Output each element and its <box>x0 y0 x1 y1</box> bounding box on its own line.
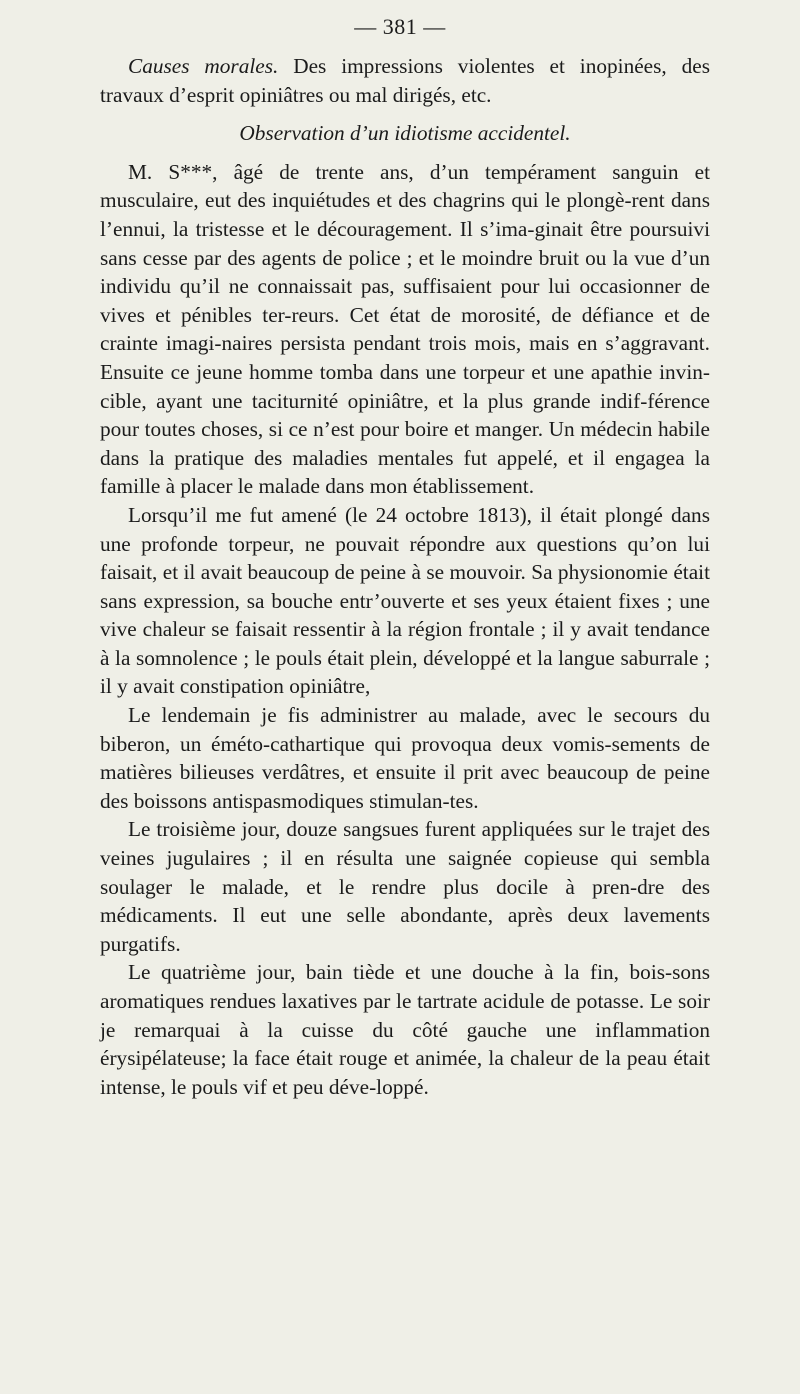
observation-title: Observation d’un idiotisme accidentel. <box>239 121 571 146</box>
page-number: — 381 — <box>354 14 446 39</box>
paragraph-2: Lorsqu’il me fut amené (le 24 octobre 1813), il était plongé dans une profonde torpeur, ne pouvait répondre aux questions qu’on lui faisait, et il avait beaucoup de peine à se mouvoir. Sa physionomie était sans expression, sa bouche entr’ouverte et ses yeux étaient fixes ; une vive chaleur se faisait ressentir à la région frontale ; il y avait tendance à la somnolence ; le pouls était plein, développé et la langue saburrale ; il y avait constipation opiniâtre, <box>100 502 710 699</box>
paragraph-4: Le troisième jour, douze sangsues furent appliquées sur le trajet des veines jugulaires ; il en résulta une saignée copieuse qui sembla soulager le malade, et le rendre plus docile à pren-dre des médicaments. Il eut une selle abondante, après deux lavements purgatifs. <box>100 817 710 956</box>
paragraph-1: M. S***, âgé de trente ans, d’un tempérament sanguin et musculaire, eut des inquiétudes et des chagrins qui le plongè-rent dans l’ennui, la tristesse et le découragement. Il s’ima-ginait être poursuivi sans cesse par des agents de police ; et le moindre bruit ou la vue d’un individu qu’il ne connaissait pas, suffisaient pour lui occasionner de vives et pénibles ter-reurs. Cet état de morosité, de défiance et de crainte imagi-naires persista pendant trois mois, mais en s’aggravant. Ensuite ce jeune homme tomba dans une torpeur et une apathie invin-cible, ayant une taciturnité opiniâtre, et la plus grande indif-férence pour toutes choses, si ce n’est pour boire et manger. Un médecin habile dans la pratique des maladies mentales fut appelé, et il engagea la famille à placer le malade dans mon établissement. <box>100 159 710 499</box>
causes-paragraph <box>100 52 710 109</box>
paragraph-3: Le lendemain je fis administrer au malade, avec le secours du biberon, un éméto-cathartique qui provoqua deux vomis-sements de matières bilieuses verdâtres, et ensuite il prit avec beaucoup de peine des boissons antispasmodiques stimulan-tes. <box>100 703 710 813</box>
paragraph-5: Le quatrième jour, bain tiède et une douche à la fin, bois-sons aromatiques rendues laxatives par le tartrate acidule de potasse. Le soir je remarquai à la cuisse du côté gauche une inflammation érysipélateuse; la face était rouge et animée, la chaleur de la peau était intense, le pouls vif et peu déve-loppé. <box>100 960 710 1099</box>
causes-text: Des impressions violentes et inopinées, des travaux d’esprit opiniâtres ou mal dirigés, etc. <box>100 54 710 107</box>
page-text <box>100 52 710 1101</box>
causes-label: Causes morales. <box>128 54 279 78</box>
